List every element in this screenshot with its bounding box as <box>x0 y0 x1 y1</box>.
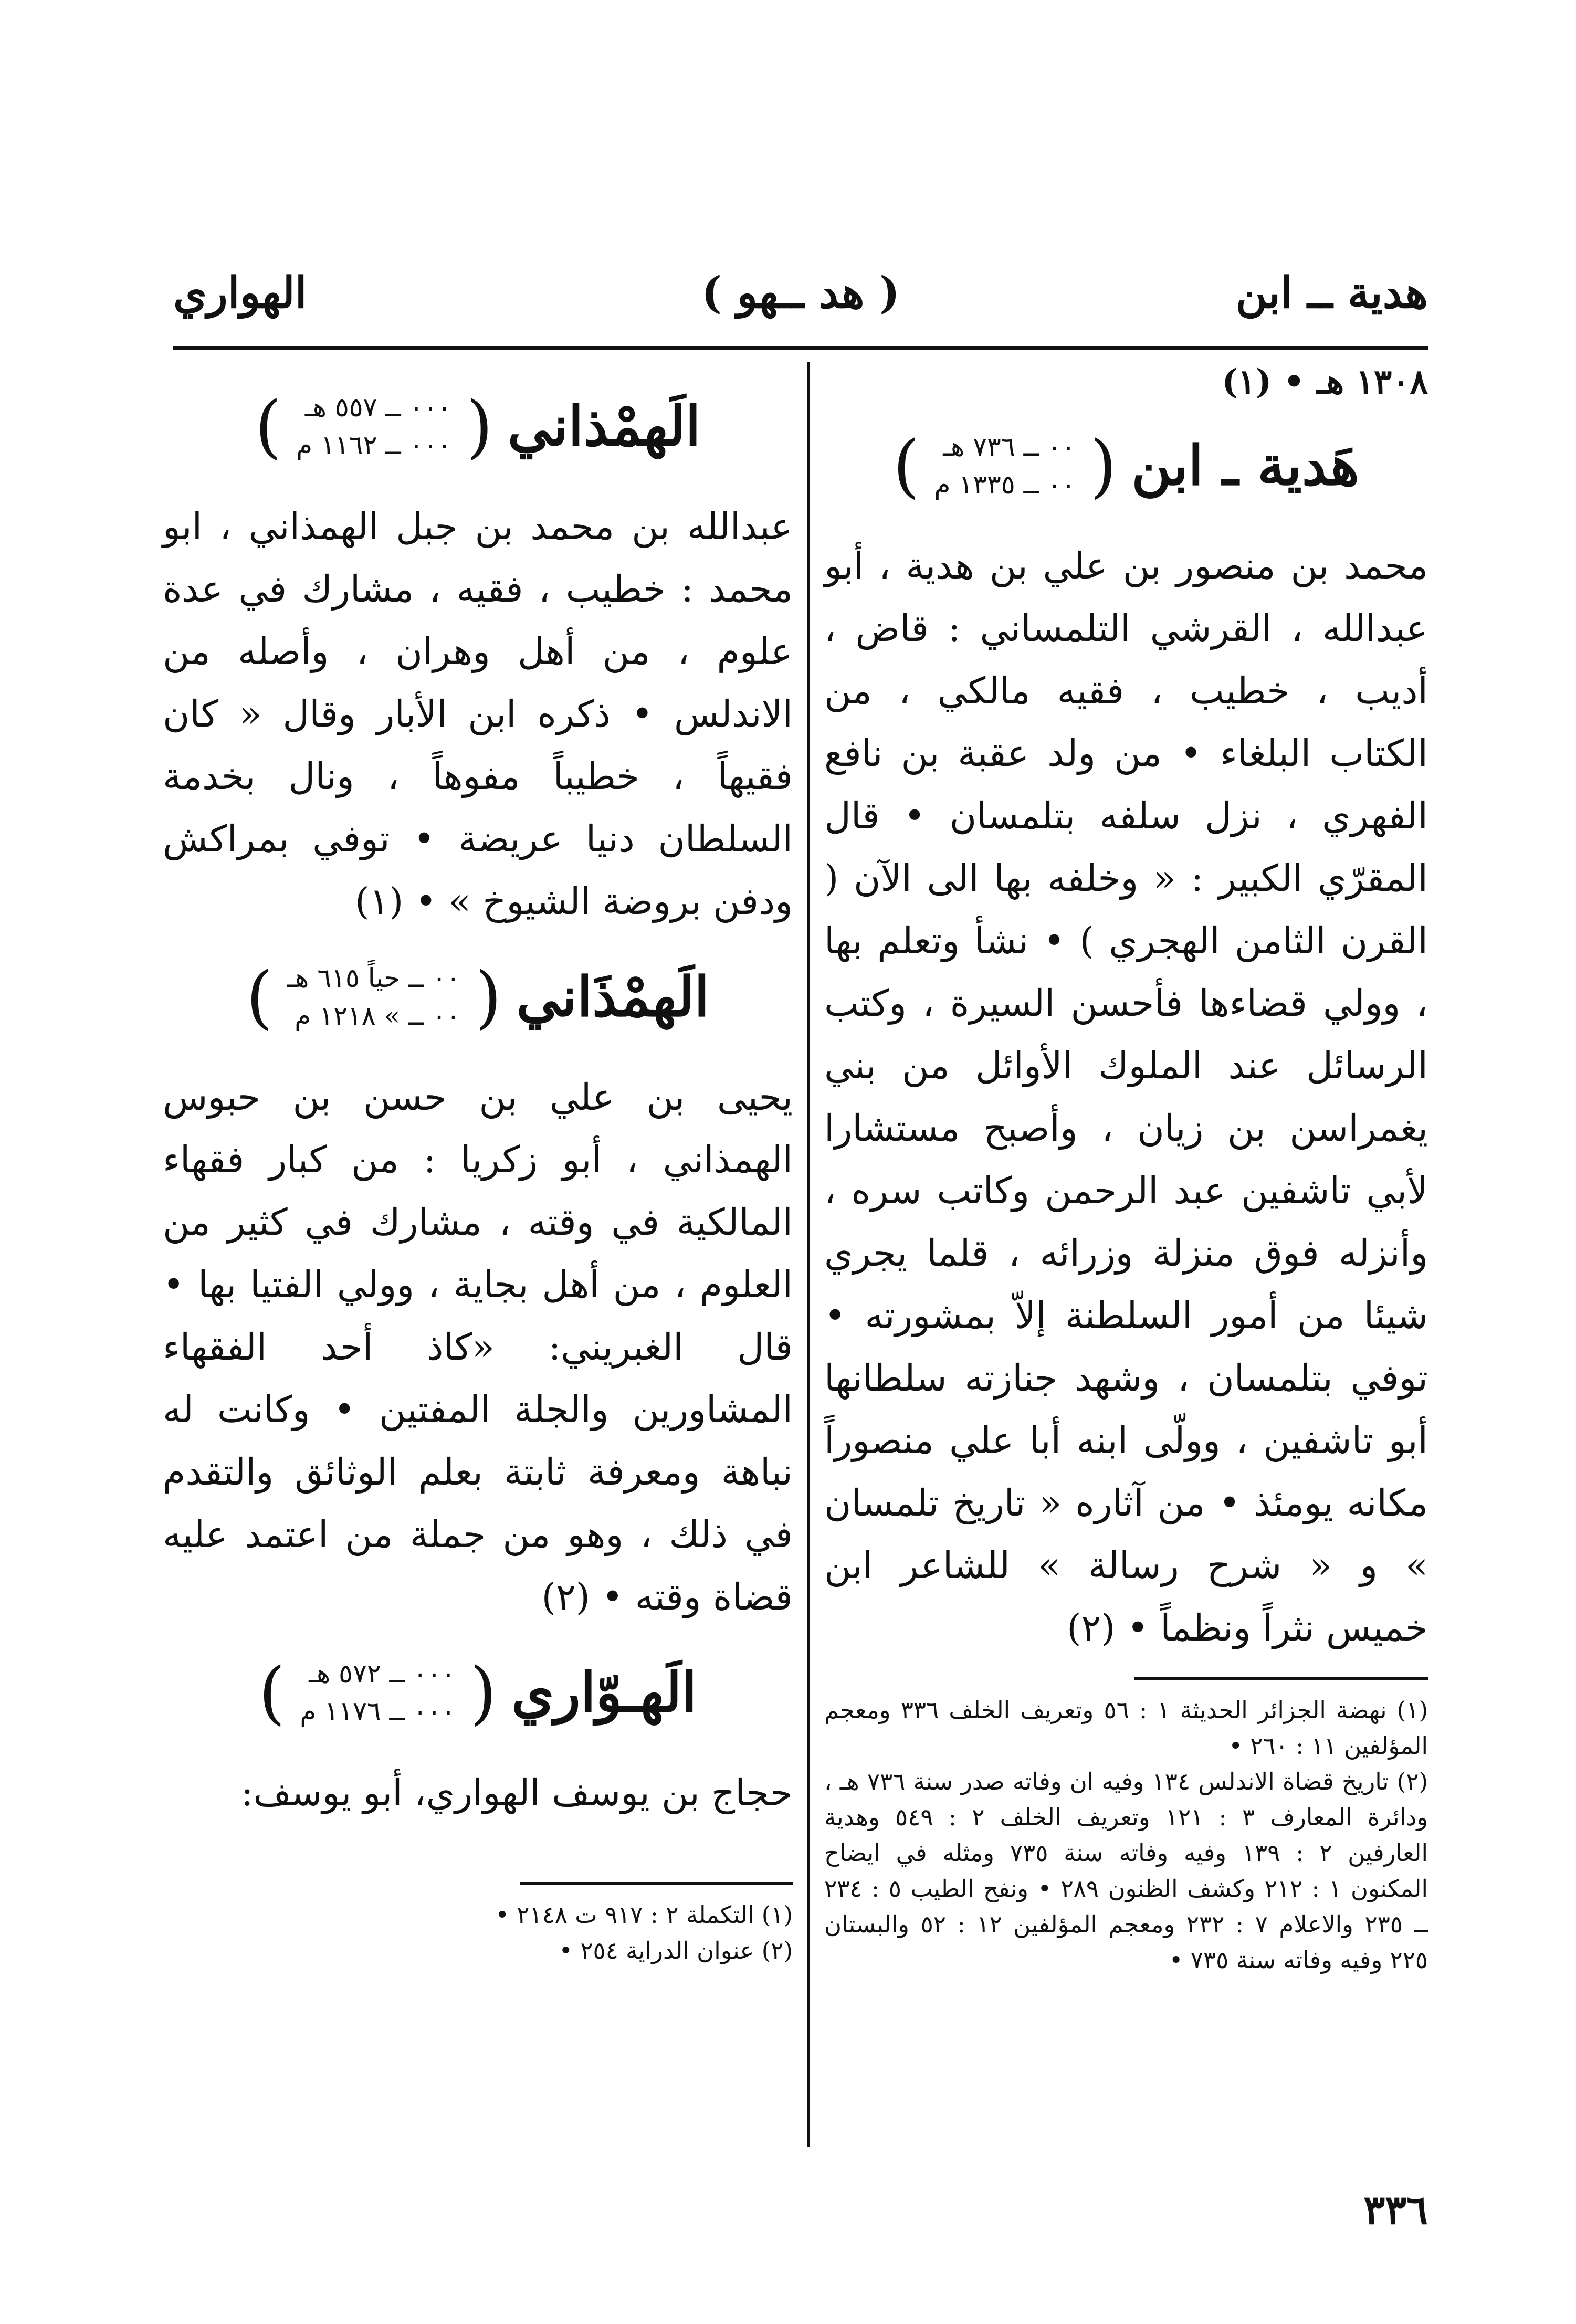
entry-dates <box>934 428 1075 503</box>
date-hijri: ٠٠ ــ ٧٣٦ هـ <box>943 432 1076 462</box>
footnote-rule <box>520 1882 793 1885</box>
footnote-item: (٢) عنوان الدراية ٢٥٤ • <box>559 1937 793 1964</box>
entry-dates <box>296 388 451 464</box>
carry-over-line: ١٣٠٨ هـ • (١) <box>1222 362 1428 402</box>
entry-name: الَهـوّاري <box>511 1660 697 1724</box>
entry-body-hamdhani-2: يحيى بن علي بن حسن بن حبوس الهمذاني ، أبو زكريا : من كبار فقهاء المالكية في وقته ، مشارك في كثير من العلوم ، من أهل بجاية ، وولي الفتيا بها • قال الغبريني: «كاذ أحد الفقهاء المشاورين والجلة المفتين • وكانت له نباهة ومعرفة ثابتة بعلم الوثائق والتقدم في ذلك ، وهو من جملة من اعتمد عليه قضاة وقته • (٢) <box>163 1076 793 1618</box>
entry-body-hamdhani-1: عبدالله بن محمد بن جبل الهمذاني ، ابو محمد : خطيب ، فقيه ، مشارك في عدة علوم ، من أهل وهران ، وأصله من الاندلس • ذكره ابن الأبار وقال « كان فقيهاً ، خطيباً مفوهاً ، ونال بخدمة السلطان دنيا عريضة • توفي بمراكش ودفن بروضة الشيوخ » • (١) <box>163 505 793 923</box>
entry-dates <box>300 1655 455 1730</box>
entry-name: هَدية ـ ابن <box>1131 433 1360 498</box>
entry-heading-hamdhani-1 <box>163 388 793 464</box>
date-hijri: ٠٠ ــ حياً ٦١٥ هـ <box>287 963 460 993</box>
date-gregorian: ٠٠٠ ــ ١١٦٢ م <box>296 430 452 460</box>
footnote-item: (١) التكملة ٢ : ٩١٧ ت ٢١٤٨ • <box>495 1901 793 1929</box>
entry-name: الَهمْذاني <box>507 394 701 458</box>
left-column <box>163 362 793 1969</box>
footnote-rule <box>1134 1677 1428 1680</box>
entry-dates <box>287 959 460 1035</box>
entry-body-hawwari: حجاج بن يوسف الهواري، أبو يوسف: <box>240 1771 793 1814</box>
entry-heading-hamdhani-2 <box>163 959 793 1035</box>
open-paren: ( <box>470 1653 497 1732</box>
footnote-item: (١) نهضة الجزائر الحديثة ١ : ٥٦ وتعريف الخلف ٣٣٦ ومعجم المؤلفين ١١ : ٢٦٠ • <box>824 1696 1428 1760</box>
header-center-range: ( هد ــهو ) <box>701 268 900 318</box>
close-paren: ) <box>892 426 920 506</box>
date-gregorian: ٠٠ ــ » ١٢١٨ م <box>295 1001 460 1031</box>
footnote-item: (٢) تاريخ قضاة الاندلس ١٣٤ وفيه ان وفاته صدر سنة ٧٣٦ هـ ، ودائرة المعارف ٣ : ١٢١ وتعريف الخلف ٢ : ٥٤٩ وهدية العارفين ٢ : ١٣٩ وفيه وفاته سنة ٧٣٥ ومثله في ايضاح المكنون ١ : ٢١٢ وكشف الظنون ٢٨٩ • ونفح الطيب ٥ : ٢٣٤ ــ ٢٣٥ والاعلام ٧ : ٢٣٢ ومعجم المؤلفين ١٢ : ٥٢ والبستان ٢٢٥ وفيه وفاته سنة ٧٣٥ • <box>824 1768 1428 1974</box>
entry-body-ibn-hadiya: محمد بن منصور بن علي بن هدية ، أبو عبدالله ، القرشي التلمساني : قاض ، أديب ، خطيب ، فقيه مالكي ، من الكتاب البلغاء • من ولد عقبة بن نافع الفهري ، نزل سلفه بتلمسان • قال المقرّي الكبير : « وخلفه بها الى الآن ( القرن الثامن الهجري ) • نشأ وتعلم بها ، وولي قضاءها فأحسن السيرة ، وكتب الرسائل عند الملوك الأوائل من بني يغمراسن بن زيان ، وأصبح مستشارا لأبي تاشفين عبد الرحمن وكاتب سره ، وأنزله فوق منزلة وزرائه ، قلما يجري شيئا من أمور السلطنة إلاّ بمشورته • توفي بتلمسان ، وشهد جنازته سلطانها أبو تاشفين ، وولّى ابنه أبا علي منصوراً مكانه يومئذ • من آثاره « تاريخ تلمسان » و « شرح رسالة » للشاعر ابن خميس نثراً ونظماً • (٢) <box>824 544 1428 1649</box>
date-gregorian: ٠٠ ــ ١٣٣٥ م <box>934 469 1076 500</box>
header-left-title: الهواري <box>173 268 307 318</box>
date-hijri: ٠٠٠ ــ ٥٥٧ هـ <box>304 392 452 423</box>
close-paren: ) <box>246 957 273 1037</box>
date-gregorian: ٠٠٠ ــ ١١٧٦ م <box>300 1696 456 1727</box>
footnotes-left <box>163 1897 793 1969</box>
entry-name: الَهمْذَاني <box>516 964 710 1029</box>
right-column <box>824 362 1428 1978</box>
page-number: ٣٣٦ <box>1363 2186 1428 2233</box>
close-paren: ) <box>255 386 282 466</box>
entry-heading-hawwari <box>163 1655 793 1730</box>
column-divider <box>807 362 810 2147</box>
close-paren: ) <box>258 1653 286 1732</box>
header-right-title: هدية ــ ابن <box>1235 268 1428 318</box>
date-hijri: ٠٠٠ ــ ٥٧٢ هـ <box>309 1658 456 1689</box>
header-rule <box>173 346 1428 350</box>
open-paren: ( <box>466 386 493 466</box>
open-paren: ( <box>1090 426 1117 506</box>
entry-heading-ibn-hadiya <box>824 426 1428 506</box>
open-paren: ( <box>475 957 502 1037</box>
running-header <box>173 257 1428 341</box>
footnotes-right <box>824 1692 1428 1978</box>
